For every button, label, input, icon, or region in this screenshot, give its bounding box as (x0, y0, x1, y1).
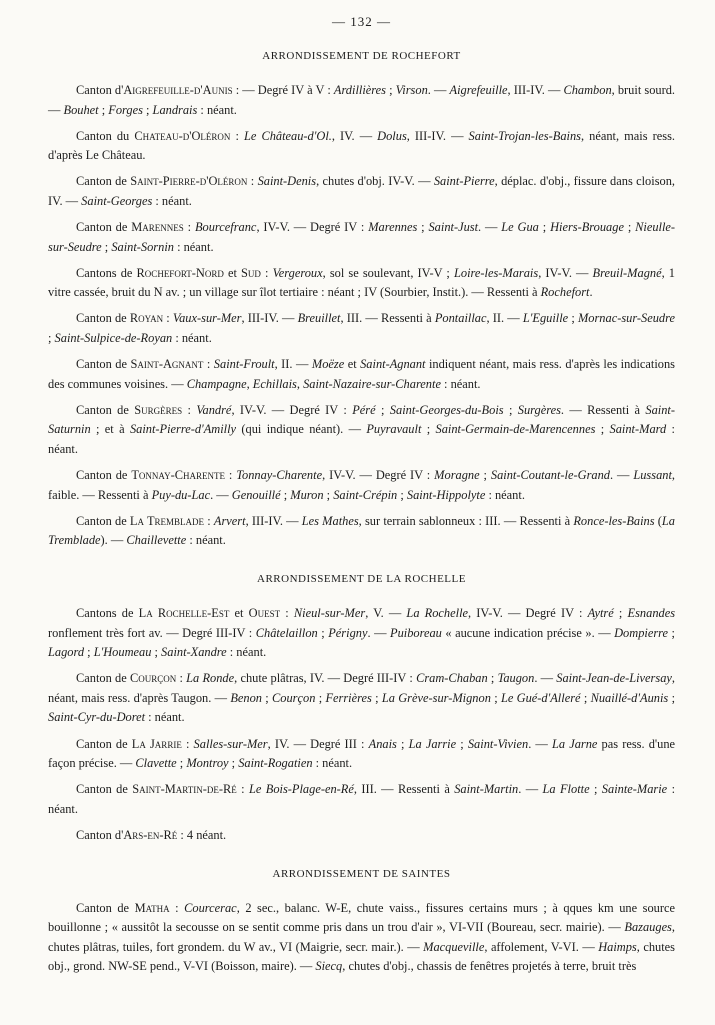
commune-name: Saint-Germain-de-Marencennes (435, 422, 596, 437)
commune-name: Arvert (213, 513, 246, 528)
commune-name: Mornac-sur-Seudre (577, 311, 675, 326)
commune-name: Esnandes (627, 605, 676, 620)
text-run: ; (397, 487, 407, 502)
text-run: , III-IV. — (507, 83, 564, 97)
text-run: , néant, mais ress. d'après Le Château. (48, 128, 675, 163)
commune-name: Saint-Coutant-le-Grand (490, 468, 610, 483)
commune-name: Saint-Rogatien (238, 756, 313, 771)
commune-name: Pontaillac (434, 311, 487, 326)
commune-name: Benon (230, 690, 262, 705)
commune-name: Le Gua (501, 220, 539, 235)
text-run: : 4 néant. (177, 827, 227, 842)
commune-name: Montroy (186, 756, 229, 771)
text-run: . — Ressenti à (560, 402, 646, 417)
commune-name: Saint-Saturnin (48, 402, 675, 437)
text-run: : néant. (226, 645, 267, 660)
text-run: , chutes d'obj., chassis de fenêtres projetés à terre, bruit très (342, 959, 637, 974)
text-run: ; (142, 102, 153, 117)
commune-name: Hiers-Brouage (550, 220, 624, 235)
text-run: ; (490, 690, 501, 705)
text-run: . — (367, 625, 390, 640)
commune-name: Siecq (315, 959, 343, 974)
commune-name: Saint-Nazaire-sur-Charente (303, 376, 441, 391)
text-run: , 1 vitre cassée, bruit du N av. ; un village sur îlot tertiaire : néant ; IV (Sourbier, Instit.). — Ressenti à (48, 265, 675, 300)
commune-name: Saint-Hippolyte (406, 487, 486, 502)
text-run: ; (101, 239, 112, 254)
text-run: ; (668, 625, 675, 640)
text-run: , déplac. d'obj., fissure dans cloison, IV. — (48, 174, 676, 208)
text-run: , chute plâtras, IV. — Degré III-IV : (234, 671, 417, 686)
commune-name: Dolus (377, 128, 407, 143)
commune-name: Saint-Mard (609, 422, 667, 437)
commune-name: Nuaillé-d'Aunis (590, 690, 669, 705)
text-run: , chutes d'obj. IV-V. — (316, 174, 434, 189)
commune-name: Landrais (152, 102, 198, 117)
commune-name: L'Houmeau (93, 645, 152, 660)
commune-name: Surgères (517, 402, 561, 417)
canton-paragraph (48, 401, 675, 460)
text-run: ; (261, 690, 273, 705)
text-run: et (344, 357, 361, 372)
text-run: ; (487, 671, 498, 686)
canton-paragraph (48, 127, 675, 166)
text-run: ; (228, 756, 239, 771)
text-run: Canton de (76, 357, 131, 372)
text-run: : néant. (48, 422, 675, 456)
commune-name: La Tremblade (48, 513, 675, 548)
commune-name: Aytré (587, 605, 614, 620)
canton-paragraph (48, 780, 675, 819)
canton-paragraph (48, 735, 675, 774)
canton-name: Saint-Pierre-d'Oléron (130, 174, 248, 189)
text-run: , V. — (365, 605, 407, 620)
canton-paragraph (48, 604, 675, 663)
text-run: Canton de (76, 311, 130, 326)
text-run: . — (427, 83, 450, 97)
commune-name: Le Château-d'Ol. (243, 128, 332, 143)
canton-name: Marennes (131, 220, 184, 235)
commune-name: Breuillet (297, 311, 341, 326)
text-run: , III-IV. — (245, 513, 302, 528)
text-run: , (246, 376, 253, 391)
commune-name: Ardillières (333, 83, 386, 97)
commune-name: Châtelaillon (255, 625, 318, 640)
commune-name: Bazauges (624, 920, 672, 935)
commune-name: Lagord (48, 645, 85, 660)
commune-name: Clavette (135, 756, 177, 771)
section-heading: ARRONDISSEMENT DE SAINTES (272, 867, 451, 880)
text-run: : (230, 128, 244, 143)
commune-name: Saint-Georges (81, 193, 153, 208)
text-run: Canton d' (76, 83, 124, 97)
text-run: ; (589, 782, 602, 797)
text-run: ; (479, 468, 491, 483)
commune-name: Rochefort (540, 285, 590, 300)
text-run: , affolement, V-VI. — (484, 939, 599, 954)
commune-name: Nieulle-sur-Seudre (48, 220, 676, 254)
canton-name: Matha (134, 900, 170, 915)
canton-name: Saint-Martin-de-Ré (132, 782, 237, 797)
commune-name: Aigrefeuille (449, 83, 508, 97)
text-run: ; (323, 487, 334, 502)
text-run: : — Degré IV à V : (232, 83, 334, 97)
text-run: ; (580, 690, 591, 705)
text-run: Canton de (76, 468, 132, 483)
text-run: , III. — Ressenti à (353, 782, 455, 797)
commune-name: Chaillevette (126, 533, 187, 548)
commune-name: Saint-Sulpice-de-Royan (54, 331, 173, 346)
text-run: : néant. (48, 782, 676, 816)
canton-paragraph (48, 218, 675, 257)
text-run: ; (456, 736, 468, 751)
text-run: , néant, mais ress. d'après Taugon. — (48, 671, 675, 705)
text-run: : (181, 736, 194, 751)
commune-name: La Ronde (186, 671, 235, 686)
commune-name: Puy-du-Lac (151, 487, 211, 502)
commune-name: Macqueville (423, 939, 485, 954)
text-run: ; (538, 220, 551, 235)
commune-name: Loire-les-Marais (453, 265, 539, 280)
canton-name: Aigrefeuille-d'Aunis (123, 83, 233, 97)
text-run: : (183, 220, 195, 235)
text-run: ; (375, 402, 390, 417)
commune-name: Saint-Froult (213, 357, 275, 372)
text-run: , III-IV. — (241, 311, 298, 326)
commune-name: Tonnay-Charente (236, 468, 323, 483)
text-run: , sol se soulevant, IV-V ; (322, 265, 454, 280)
commune-name: Nieul-sur-Mer (293, 605, 366, 620)
commune-name: Saint-Pierre-d'Amilly (129, 422, 237, 437)
text-run: ; (396, 736, 409, 751)
canton-paragraph (48, 466, 675, 505)
commune-name: Marennes (368, 220, 418, 235)
commune-name: L'Eguille (522, 311, 569, 326)
text-run: Canton de (76, 174, 131, 189)
commune-name: Saint-Martin (454, 782, 519, 797)
commune-name: Saint-Trojan-les-Bains (468, 128, 581, 143)
text-run: ; (176, 756, 187, 771)
canton-name: Surgères (134, 402, 183, 417)
commune-name: Lussant (633, 468, 672, 483)
text-run: « aucune indication précise ». — (441, 625, 615, 640)
text-run: . — (534, 671, 557, 686)
commune-name: Forges (108, 102, 143, 117)
commune-name: Vaux-sur-Mer (172, 311, 242, 326)
commune-name: La Jarne (551, 736, 598, 751)
text-run: ; (84, 645, 94, 660)
canton-paragraph (48, 899, 675, 977)
commune-name: Péré (352, 402, 376, 417)
text-run: , IV-V. — Degré IV : (231, 402, 353, 417)
text-run: . — (210, 487, 232, 502)
text-run: Canton de (76, 671, 130, 686)
canton-name: Royan (129, 311, 164, 326)
text-run: . — (518, 782, 543, 797)
text-run: : néant. (197, 102, 237, 117)
text-run: ). — (100, 533, 127, 548)
text-run: , bruit sourd. — (48, 83, 676, 117)
text-run: : (203, 357, 214, 372)
commune-name: Sainte-Marie (601, 782, 668, 797)
text-run: , chutes obj., grond. NW-SE pend., V-VI (Boisson, maire). — (48, 939, 675, 974)
canton-name: Saint-Agnant (130, 357, 204, 372)
commune-name: Echillais (252, 376, 297, 391)
text-run: : néant. (152, 193, 192, 208)
canton-paragraph (48, 669, 675, 728)
text-run: ; et à (90, 422, 130, 437)
text-run: , III-IV. — (406, 128, 469, 143)
commune-name: Breuil-Magné (592, 265, 662, 280)
section-body (48, 81, 675, 551)
text-run: : (260, 265, 273, 280)
text-run: ; (385, 83, 396, 97)
commune-name: Saint-Pierre (433, 174, 495, 189)
text-run: , (296, 376, 304, 391)
commune-name: Ronce-les-Bains (573, 513, 655, 528)
canton-paragraph (48, 309, 675, 348)
canton-name: Tonnay-Charente (131, 468, 225, 483)
commune-name: La Flotte (542, 782, 590, 797)
text-run: : néant. (312, 756, 353, 771)
commune-name: Genouillé (231, 487, 281, 502)
section-heading: ARRONDISSEMENT DE LA ROCHELLE (257, 572, 466, 585)
canton-name: Chateau-d'Oléron (134, 128, 231, 143)
text-run: , chutes plâtras, tuiles, fort grondem. du W av., VI (Maigrie, secr. mair.). — (48, 920, 675, 954)
text-run: , IV-V. — Degré IV : (256, 220, 369, 235)
text-run: : (236, 782, 249, 797)
text-run: : néant. (173, 239, 214, 254)
page-number: — 132 — (332, 14, 391, 29)
canton-name: Sud (241, 265, 261, 280)
canton-name: Ars-en-Ré (123, 827, 178, 842)
text-run: . — (478, 220, 502, 235)
commune-name: Les Mathes (301, 513, 359, 528)
commune-name: La Grève-sur-Mignon (381, 690, 491, 705)
text-run: et (223, 265, 242, 280)
canton-name: La Rochelle-Est (138, 605, 230, 620)
text-run: : (280, 605, 294, 620)
text-run: , IV. — Degré III : (267, 736, 369, 751)
text-run: . — (610, 468, 634, 483)
section-rochefort (48, 50, 675, 551)
text-run: Canton de (76, 782, 133, 797)
commune-name: Taugon (497, 671, 535, 686)
text-run: , 2 sec., balanc. W-E, chute vaiss., fissures certains murs ; à qques km une source bouillonne ; « aussitôt la secousse on se sentit comme pris dans un trou d'air », VI-VII (Boureau, secr. mairie). — (48, 900, 676, 935)
text-run: (qui indique néant). — (236, 422, 367, 437)
section-la-rochelle (48, 573, 675, 846)
text-run: : (169, 900, 185, 915)
canton-paragraph (48, 264, 675, 303)
text-run: ; (417, 220, 429, 235)
text-run: ; (668, 690, 676, 705)
commune-name: Puyravault (366, 422, 422, 437)
commune-name: La Jarrie (408, 736, 457, 751)
section-body (48, 604, 675, 846)
commune-name: Dompierre (614, 625, 669, 640)
text-run: pas ress. d'une façon précise. — (48, 736, 676, 771)
canton-paragraph (48, 355, 675, 394)
text-run: ; (421, 422, 436, 437)
text-run: : néant. (145, 710, 185, 725)
section-body (48, 899, 675, 977)
text-run: : (204, 513, 214, 528)
commune-name: Saint-Just (428, 220, 479, 235)
commune-name: La Rochelle (406, 605, 469, 620)
commune-name: Bourcefranc (194, 220, 257, 235)
canton-paragraph (48, 826, 675, 846)
canton-name: La Jarrie (131, 736, 182, 751)
text-run: . — (528, 736, 552, 751)
commune-name: Ferrières (325, 690, 372, 705)
canton-name: Rochefort-Nord (136, 265, 224, 280)
commune-name: Moragne (434, 468, 480, 483)
commune-name: Salles-sur-Mer (193, 736, 268, 751)
text-run: ; (623, 220, 636, 235)
text-run: : (224, 468, 237, 483)
commune-name: Saint-Xandre (161, 645, 227, 660)
commune-name: Vandré (196, 402, 232, 417)
text-run: ; (613, 605, 628, 620)
canton-name: Ouest (248, 605, 281, 620)
commune-name: Puiboreau (390, 625, 442, 640)
commune-name: Champagne (186, 376, 247, 391)
text-run: Canton de (76, 900, 135, 915)
text-run: , IV-V. — (538, 265, 593, 280)
text-run: : néant. (485, 487, 525, 502)
text-run: et (229, 605, 249, 620)
text-run: ; (568, 311, 578, 326)
text-run: Canton de (76, 736, 132, 751)
text-run: ; (595, 422, 610, 437)
commune-name: Vergeroux (272, 265, 323, 280)
text-run: : néant. (186, 533, 226, 548)
canton-paragraph (48, 81, 675, 120)
text-run: . (589, 285, 593, 300)
text-run: , II. — (274, 357, 312, 372)
commune-name: Saint-Crépin (333, 487, 398, 502)
text-run: Canton de (76, 220, 132, 235)
commune-name: Anais (368, 736, 397, 751)
commune-name: Saint-Sornin (111, 239, 174, 254)
text-run: : (247, 174, 258, 189)
text-run: : néant. (172, 331, 212, 346)
text-run: Cantons de (76, 605, 139, 620)
text-run: ; (98, 102, 109, 117)
text-run: , faible. — Ressenti à (48, 468, 676, 502)
section-saintes (48, 868, 675, 977)
text-run: , IV. — (331, 128, 378, 143)
text-run: ; (280, 487, 291, 502)
canton-paragraph (48, 172, 675, 211)
commune-name: Saint-Jean-de-Liversay (556, 671, 672, 686)
text-run: , IV-V. — Degré IV : (468, 605, 588, 620)
commune-name: Bouhet (63, 102, 99, 117)
commune-name: Saint-Cyr-du-Doret (48, 710, 146, 725)
commune-name: Courcerac (184, 900, 237, 915)
text-run: ; (151, 645, 162, 660)
text-run: ; (48, 331, 55, 346)
text-run: Canton du (76, 128, 135, 143)
text-run: Cantons de (76, 265, 137, 280)
canton-name: Courçon (129, 671, 177, 686)
commune-name: Moëze (311, 357, 345, 372)
section-heading: ARRONDISSEMENT DE ROCHEFORT (262, 50, 461, 62)
commune-name: Le Bois-Plage-en-Ré (248, 782, 354, 797)
commune-name: Courçon (272, 690, 316, 705)
text-run: , IV-V. — Degré IV : (322, 468, 435, 483)
text-run: ; (315, 690, 326, 705)
commune-name: Saint-Vivien (467, 736, 529, 751)
text-run: : (182, 402, 197, 417)
commune-name: Chambon (563, 83, 612, 97)
commune-name: Périgny (328, 625, 368, 640)
commune-name: Haimps (598, 939, 637, 954)
text-run: , III. — Ressenti à (340, 311, 435, 326)
text-run: Canton de (76, 513, 130, 528)
text-run: indiquent néant, mais ress. d'après les indications des communes voisines. — (48, 357, 676, 391)
commune-name: Virson (395, 83, 428, 97)
commune-name: Le Gué-d'Alleré (500, 690, 581, 705)
commune-name: Saint-Denis (257, 174, 317, 189)
text-run: ( (654, 513, 662, 528)
text-run: ; (317, 625, 329, 640)
text-run: : néant. (440, 376, 481, 391)
text-run: : (163, 311, 173, 326)
commune-name: Saint-Georges-du-Bois (389, 402, 504, 417)
text-run: ronflement très fort av. — Degré III-IV : (48, 625, 256, 640)
text-run: ; (371, 690, 382, 705)
commune-name: Muron (290, 487, 324, 502)
canton-name: La Tremblade (129, 513, 205, 528)
commune-name: Cram-Chaban (416, 671, 488, 686)
text-run: Canton d' (76, 827, 124, 842)
text-run: : (176, 671, 187, 686)
text-run: Canton de (76, 402, 135, 417)
text-run: , II. — (486, 311, 523, 326)
canton-paragraph (48, 512, 675, 551)
text-run: , sur terrain sablonneux : III. — Ressenti à (358, 513, 574, 528)
text-run: ; (503, 402, 518, 417)
commune-name: Saint-Agnant (360, 357, 426, 372)
